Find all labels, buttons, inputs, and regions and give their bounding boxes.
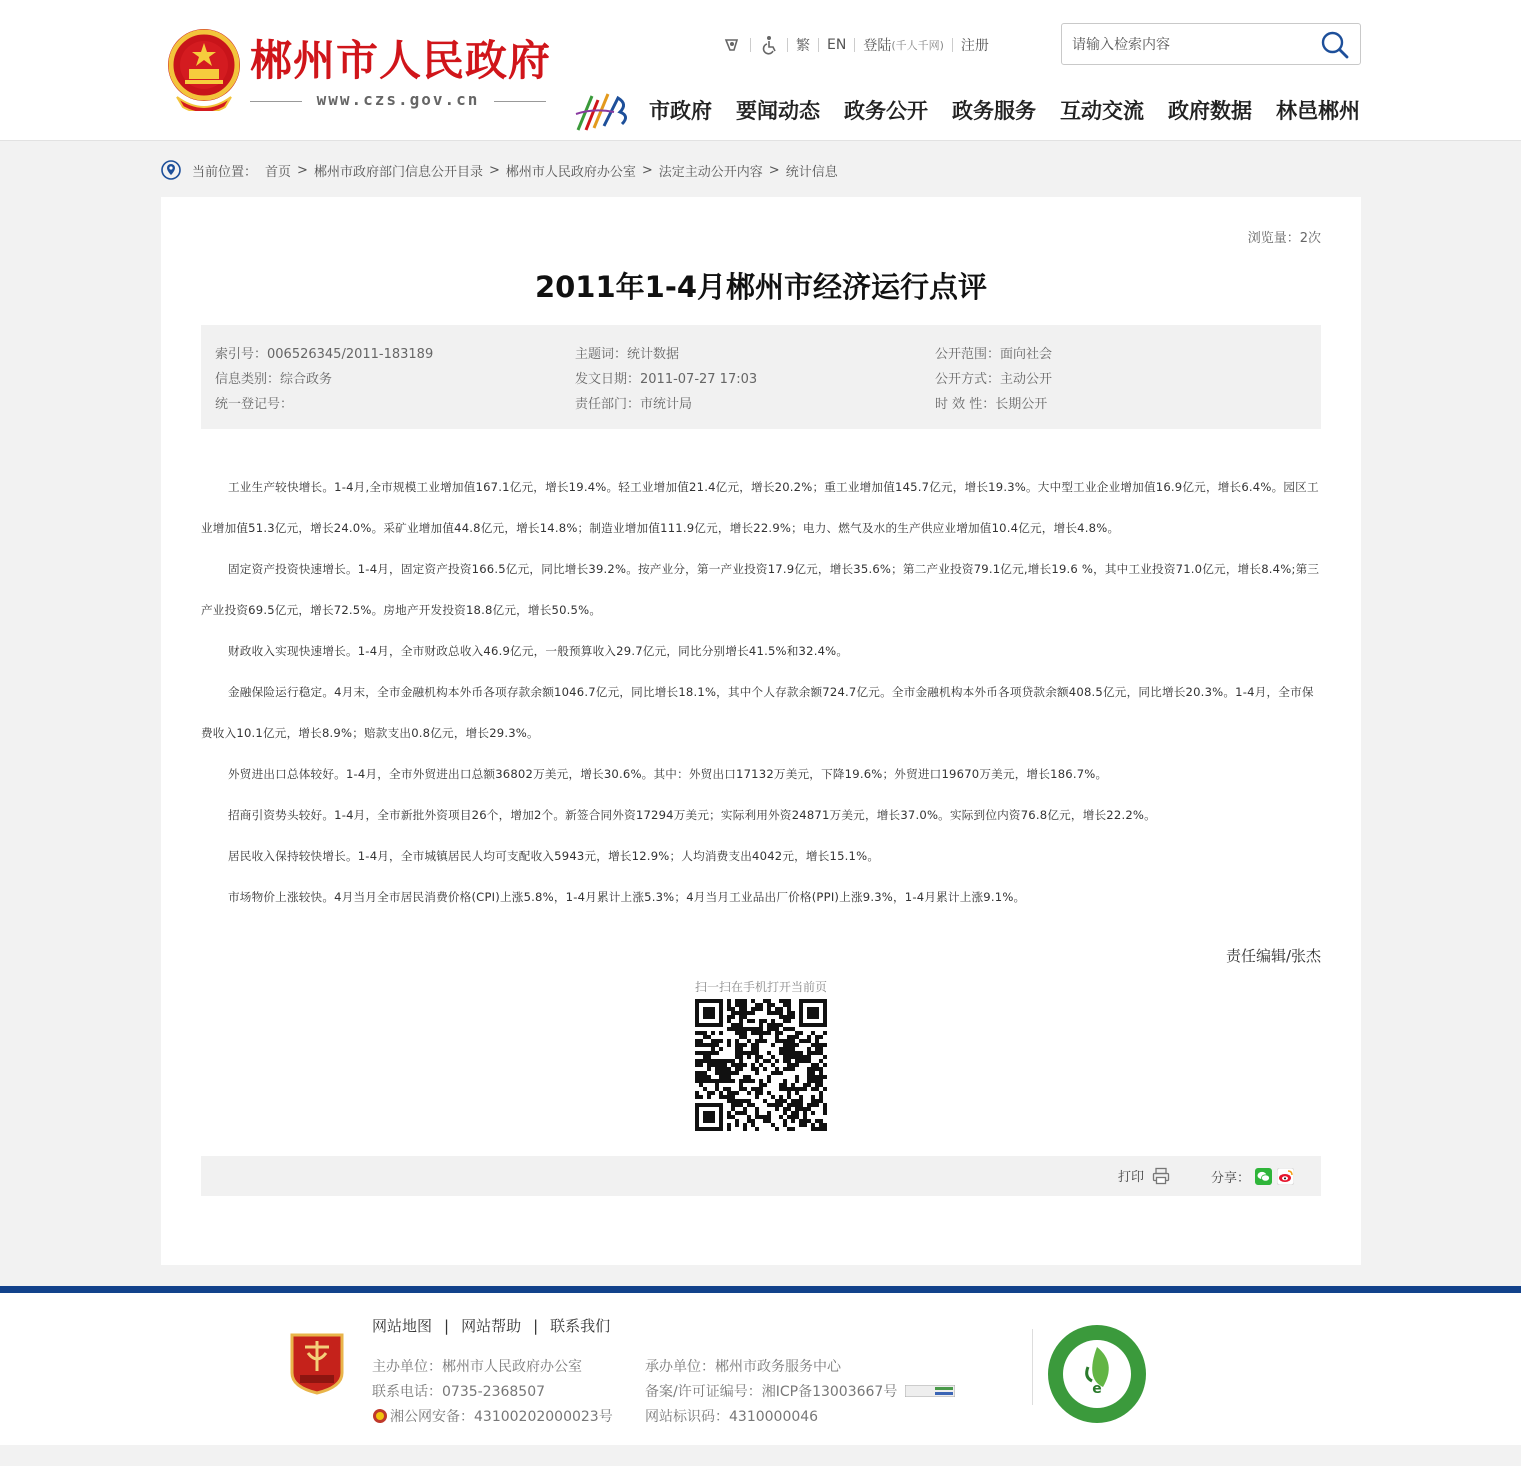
- paragraph-investment: 固定资产投资快速增长。1-4月，固定资产投资166.5亿元，同比增长39.2%。按产业分，第一产业投资17.9亿元，增长35.6%；第二产业投资79.1亿元,增长19.6 %，其中工业投资71.0亿元，增长8.4%;第三产业投资69.5亿元，增长72.5%。房地产开发投资18.8亿元，增长50.5%。: [201, 562, 1320, 617]
- breadcrumb-separator: >: [768, 162, 780, 178]
- article-body: [201, 467, 1321, 918]
- site-header: [0, 0, 1521, 141]
- meta-reg-no: 统一登记号：: [215, 397, 294, 412]
- breadcrumb-statistics[interactable]: 统计信息: [785, 164, 838, 180]
- nav-item-city-government[interactable]: 市政府: [649, 99, 712, 123]
- article-card: [161, 197, 1361, 1265]
- footer-link-sitemap[interactable]: 网站地图: [372, 1317, 433, 1335]
- svg-text:e: e: [1092, 1381, 1102, 1397]
- footer-link-contact[interactable]: 联系我们: [550, 1317, 611, 1335]
- nav-item-news[interactable]: 要闻动态: [736, 99, 820, 123]
- footer-link-help[interactable]: 网站帮助: [461, 1317, 522, 1335]
- accessibility-icon[interactable]: [722, 35, 742, 55]
- paragraph-investment-attraction: 招商引资势头较好。1-4月，全市新批外资项目26个，增加2个。新签合同外资17294万美元；实际利用外资24871万美元，增长37.0%。实际到位内资76.8亿元，增长22.2%。: [228, 808, 1156, 822]
- breadcrumb-directory[interactable]: 郴州市政府部门信息公开目录: [313, 164, 483, 180]
- paragraph-industry: 工业生产较快增长。1-4月,全市规模工业增加值167.1亿元，增长19.4%。轻工业增加值21.4亿元，增长20.2%；重工业增加值145.7亿元，增长19.3%。大中型工业企业增加值16.9亿元，增长6.4%。园区工业增加值51.3亿元，增长24.0%。采矿业增加值44.8亿元，增长14.8%；制造业增加值111.9亿元，增长22.9%；电力、燃气及水的生产供应业增加值10.4亿元，增长4.8%。: [201, 480, 1319, 535]
- top-links: [722, 34, 989, 56]
- meta-department: 责任部门：市统计局: [575, 397, 693, 412]
- english-link[interactable]: EN: [827, 37, 847, 53]
- breadcrumb-label: 当前位置：: [192, 164, 258, 180]
- emblem-icon[interactable]: [165, 27, 243, 111]
- footer-band: [0, 1286, 1521, 1293]
- paragraph-prices: 市场物价上涨较快。4月当月全市居民消费价格(CPI)上涨5.8%，1-4月累计上涨5.3%；4月当月工业品出厂价格(PPI)上涨9.3%，1-4月累计上涨9.1%。: [228, 890, 1026, 904]
- nav-item-public-affairs[interactable]: 政务公开: [844, 99, 928, 123]
- meta-index-no: 索引号：006526345/2011-183189: [215, 347, 434, 362]
- paragraph-income: 居民收入保持较快增长。1-4月，全市城镇居民人均可支配收入5943元，增长12.9%；人均消费支出4042元，增长15.1%。: [228, 849, 880, 863]
- main-nav: [649, 94, 1360, 128]
- site-footer: [0, 1286, 1521, 1466]
- footer-phone: 联系电话：0735-2368507: [372, 1384, 546, 1400]
- divider: |: [444, 1316, 450, 1335]
- divider: [787, 38, 788, 52]
- icp-text: 备案/许可证编号：湘ICP备13003667号: [645, 1384, 898, 1400]
- login-note: (千人千网): [891, 39, 944, 52]
- breadcrumb: [161, 158, 838, 182]
- breadcrumb-separator: >: [488, 162, 500, 178]
- register-link[interactable]: 注册: [960, 38, 989, 54]
- paragraph-trade: 外贸进出口总体较好。1-4月，全市外贸进出口总额36802万美元，增长30.6%。其中：外贸出口17132万美元，下降19.6%；外贸进口19670万美元，增长186.7%。: [228, 767, 1108, 781]
- site-domain-text: www.czs.gov.cn: [316, 90, 480, 109]
- meta-subject: 主题词：统计数据: [575, 347, 680, 362]
- traditional-chinese-link[interactable]: 繁: [796, 38, 810, 54]
- police-record-text: 湘公网安备：43100202000023号: [390, 1409, 613, 1425]
- view-count: 浏览量：2次: [1247, 231, 1321, 246]
- search-box: [1061, 23, 1361, 65]
- weibo-icon[interactable]: [1277, 1168, 1294, 1185]
- location-pin-icon: [161, 160, 181, 180]
- search-input[interactable]: [1072, 34, 1312, 56]
- share-group: [1211, 1167, 1294, 1186]
- cn-badge-icon: [905, 1385, 955, 1397]
- wechat-icon[interactable]: [1255, 1168, 1272, 1185]
- nav-item-interaction[interactable]: 互动交流: [1060, 99, 1144, 123]
- wheelchair-icon[interactable]: [759, 35, 779, 55]
- divider: [1032, 1329, 1033, 1405]
- qr-caption: 扫一扫在手机打开当前页: [694, 980, 827, 994]
- meta-method: 公开方式：主动公开: [935, 372, 1053, 387]
- divider: [750, 38, 751, 52]
- meta-validity: 时 效 性：长期公开: [935, 397, 1048, 412]
- breadcrumb-office[interactable]: 郴州市人民政府办公室: [505, 164, 636, 180]
- footer-police-record[interactable]: [372, 1406, 613, 1426]
- police-icon: [372, 1408, 388, 1424]
- nav-item-data[interactable]: 政府数据: [1168, 99, 1252, 123]
- paragraph-banking: 金融保险运行稳定。4月末，全市金融机构本外币各项存款余额1046.7亿元，同比增长18.1%，其中个人存款余额724.7亿元。全市金融机构本外币各项贷款余额408.5亿元，同比增长20.3%。1-4月，全市保费收入10.1亿元，增长8.9%；赔款支出0.8亿元，增长29.3%。: [201, 685, 1314, 740]
- breadcrumb-home[interactable]: 首页: [265, 164, 292, 180]
- party-badge-icon[interactable]: [288, 1331, 346, 1395]
- footer-organizer: 承办单位：郴州市政务服务中心: [645, 1359, 841, 1375]
- breadcrumb-separator: >: [297, 162, 308, 178]
- divider: [952, 38, 953, 52]
- breadcrumb-statutory[interactable]: 法定主动公开内容: [658, 164, 763, 180]
- footer-site-id: 网站标识码：4310000046: [645, 1409, 819, 1425]
- nav-logo-icon[interactable]: [574, 90, 630, 132]
- footer-links: [372, 1315, 610, 1336]
- share-bar: [201, 1156, 1321, 1196]
- search-icon[interactable]: [1320, 30, 1350, 60]
- divider: [818, 38, 819, 52]
- site-domain: [250, 90, 546, 112]
- print-label: 打印: [1118, 1170, 1145, 1185]
- meta-publish-date: 发文日期：2011-07-27 17:03: [575, 372, 758, 387]
- print-icon: [1152, 1167, 1170, 1185]
- divider: [854, 38, 855, 52]
- site-name[interactable]: 郴州市人民政府: [250, 36, 552, 85]
- footer-icp[interactable]: [645, 1381, 955, 1401]
- footer-sponsor: 主办单位：郴州市人民政府办公室: [372, 1359, 582, 1375]
- article-title: 2011年1-4月郴州市经济运行点评: [534, 270, 988, 304]
- article-meta: [201, 325, 1321, 429]
- share-label: 分享：: [1211, 1171, 1251, 1186]
- meta-category: 信息类别：综合政务: [215, 372, 333, 387]
- print-button[interactable]: [1118, 1166, 1170, 1185]
- nav-item-services[interactable]: 政务服务: [952, 99, 1036, 123]
- paragraph-finance: 财政收入实现快速增长。1-4月，全市财政总收入46.9亿元，一般预算收入29.7亿元，同比分别增长41.5%和32.4%。: [228, 644, 849, 658]
- breadcrumb-separator: >: [641, 162, 653, 178]
- nav-item-linyi-chenzhou[interactable]: 林邑郴州: [1276, 99, 1360, 123]
- civilization-badge-icon[interactable]: [1046, 1323, 1148, 1425]
- qr-code: [695, 999, 827, 1131]
- meta-scope: 公开范围：面向社会: [935, 347, 1053, 362]
- login-label: 登陆: [863, 38, 892, 54]
- login-link[interactable]: [863, 35, 944, 55]
- responsible-editor: 责任编辑/张杰: [1225, 947, 1321, 965]
- footer-body: [0, 1293, 1521, 1445]
- divider: |: [533, 1316, 539, 1335]
